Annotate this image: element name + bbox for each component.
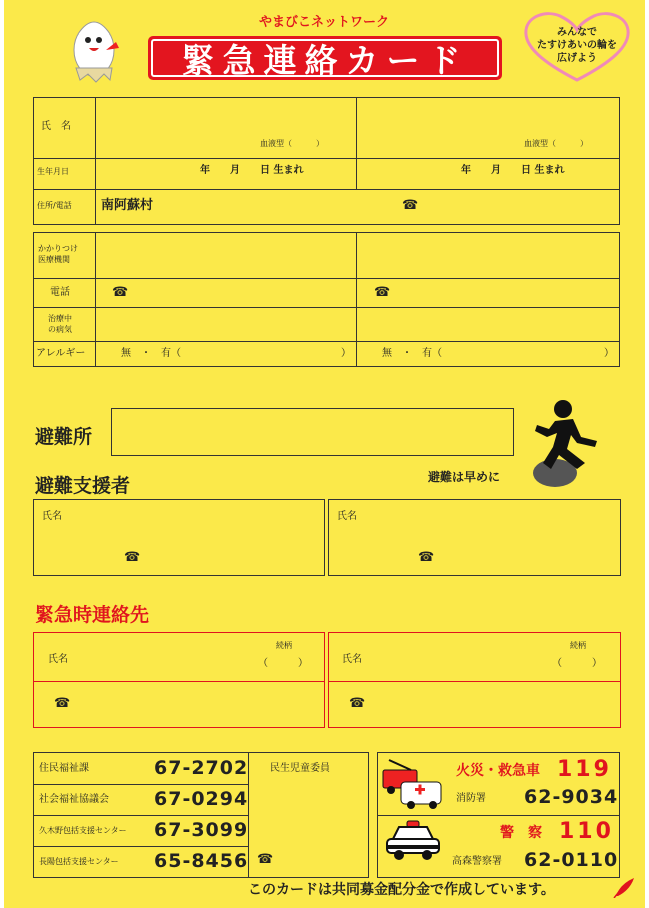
phone-icon: ☎ (402, 198, 419, 213)
phone-icon: ☎ (418, 550, 435, 565)
medical-phone-label: 電話 (50, 287, 70, 298)
card-title: 緊急連絡カード (151, 39, 499, 77)
relation-field-1[interactable]: （ ） (258, 658, 308, 669)
title-banner (148, 36, 502, 80)
phone-icon: ☎ (112, 285, 129, 300)
contact-number-0: 67-2702 (154, 757, 249, 779)
blood-type-field-1[interactable]: 血液型（ ） (260, 139, 324, 148)
brand-name: やまびこネットワーク (259, 15, 390, 30)
fire-station-label: 消防署 (456, 793, 486, 804)
dob-field-2[interactable]: 年 月 日 生まれ (461, 165, 565, 176)
evacuate-early-note: 避難は早めに (428, 470, 501, 484)
phone-icon: ☎ (54, 696, 71, 711)
footer-note: このカードは共同募金配分金で作成しています。 (248, 882, 555, 898)
relation-label-1: 続柄 (276, 641, 292, 650)
fire-station-number: 62-9034 (524, 786, 619, 808)
fire-truck-ambulance-icon (381, 756, 445, 811)
address-value[interactable]: 南阿蘇村 (101, 198, 154, 213)
police-label: 警 察 (500, 825, 542, 841)
helper-box-2[interactable] (328, 499, 621, 576)
red-feather-icon (612, 876, 636, 898)
fire-ambulance-label: 火災・救急車 (456, 763, 540, 779)
blood-type-field-2[interactable]: 血液型（ ） (524, 139, 588, 148)
illness-label: 治療中 の病気 (48, 314, 72, 334)
hospital-label: かかりつけ 医療機関 (38, 244, 78, 264)
phone-icon: ☎ (124, 550, 141, 565)
shelter-label: 避難所 (35, 426, 93, 448)
allergy-options-2[interactable]: 無 ・ 有（ (382, 348, 442, 359)
police-station-number: 62-0110 (524, 849, 619, 871)
helper-box-1[interactable] (33, 499, 325, 576)
contact-number-3: 65-8456 (154, 850, 249, 872)
helper-name-label-2: 氏名 (337, 511, 357, 522)
phone-icon: ☎ (257, 852, 274, 867)
emergency-name-label-2: 氏名 (342, 654, 362, 665)
allergy-options-1[interactable]: 無 ・ 有（ (121, 348, 181, 359)
relation-label-2: 続柄 (570, 641, 586, 650)
fire-number: 119 (557, 757, 612, 782)
contact-number-2: 67-3099 (154, 819, 249, 841)
phone-icon: ☎ (349, 696, 366, 711)
shelter-input[interactable] (111, 408, 514, 456)
police-station-label: 高森警察署 (452, 856, 502, 867)
slogan: みんなで たすけあいの輪を 広げよう (537, 27, 617, 64)
address-label: 住所/電話 (37, 201, 72, 210)
contact-label-0: 住民福祉課 (39, 763, 89, 774)
emergency-contact-title: 緊急時連絡先 (35, 604, 150, 626)
welfare-commissioner-label: 民生児童委員 (270, 763, 330, 774)
helper-label: 避難支援者 (35, 475, 131, 497)
contact-label-2: 久木野包括支援センター (39, 826, 127, 835)
contact-number-1: 67-0294 (154, 788, 249, 810)
running-person-icon (529, 397, 607, 489)
police-number: 110 (559, 819, 614, 844)
relation-field-2[interactable]: （ ） (552, 658, 602, 669)
phone-icon: ☎ (374, 285, 391, 300)
contact-label-1: 社会福祉協議会 (39, 794, 109, 805)
contact-label-3: 長陽包括支援センター (39, 857, 119, 866)
emergency-name-label-1: 氏名 (48, 654, 68, 665)
police-car-icon (385, 819, 441, 863)
helper-name-label-1: 氏名 (42, 511, 62, 522)
allergy-label: アレルギー (36, 348, 86, 359)
emergency-card: やまびこネットワーク 緊急連絡カード みんなで たすけあいの輪を 広げよう 氏 名 血液型（ ） 血液型（ ） 生年月日 年 月 日 生まれ 年 月 日 生まれ 住所/電話 南阿蘇村 ☎ かかりつけ 医療機関 電話 ☎ ☎ 治療中 の病気 アレルギー 無 ・ 有（ ） 無 ・ 有（ ） 避難所 避難は早めに 避難支援者 氏名 氏名 ☎ ☎ 緊急時連絡先 氏名 氏名 続柄 続柄 （ ） （ ） ☎ ☎ 住民福祉課 67-2702 社会福祉協議会 67-0294 久木野包括支援センター 67-3099 長陽包括支援センター 65-8456 民生児童委員 ☎ 火災・救急車 119 消防署 62-9034 警 察 110 高森警察署 62-0110 このカードは共同募金配分金で作成しています。 (4, 0, 645, 908)
name-label: 氏 名 (41, 121, 71, 132)
dob-field-1[interactable]: 年 月 日 生まれ (200, 165, 304, 176)
dob-label: 生年月日 (37, 167, 69, 176)
mascot-icon (66, 10, 126, 84)
